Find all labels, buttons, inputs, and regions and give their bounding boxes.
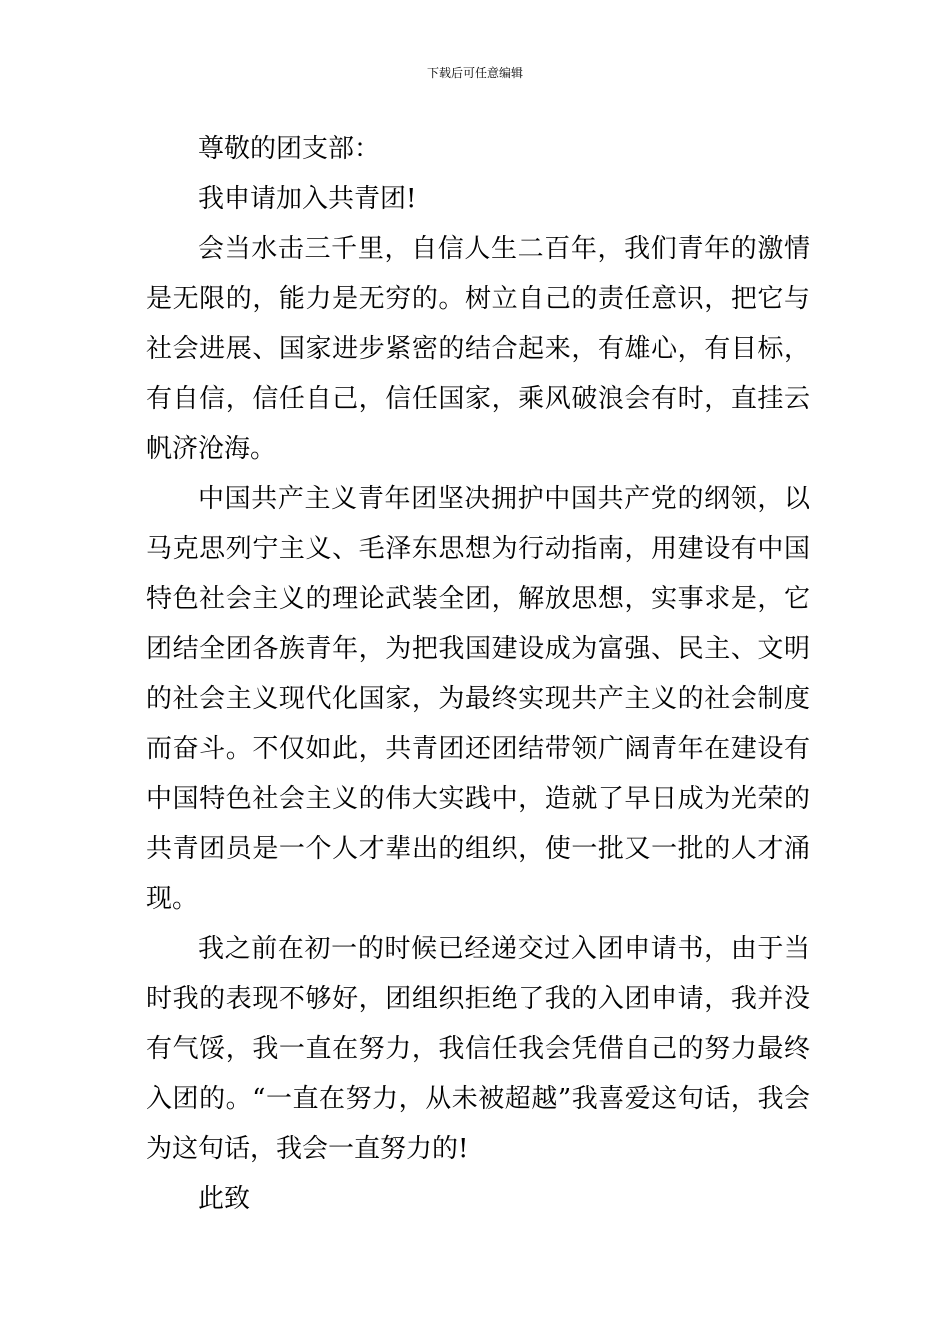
page-header-note: 下载后可任意编辑 xyxy=(426,66,523,80)
closing: 此致 xyxy=(198,1184,251,1214)
paragraph-3: 我之前在初一的时候已经递交过入团申请书，由于当时我的表现不够好，团组织拒绝了我的入团申请，我并没有气馁，我一直在努力，我信任我会凭借自己的努力最终入团的。“一直在努力，从未被超越”我喜爱这句话，我会为这句话，我会一直努力的! xyxy=(146,934,810,1164)
letter-body xyxy=(146,124,810,1224)
salutation: 尊敬的团支部： xyxy=(198,134,381,164)
paragraph-1: 会当水击三千里，自信人生二百年，我们青年的激情是无限的，能力是无穷的。树立自己的责任意识，把它与社会进展、国家进步紧密的结合起来，有雄心，有目标，有自信，信任自己，信任国家，乘风破浪会有时，直挂云帆济沧海。 xyxy=(146,234,810,464)
paragraph-2: 中国共产主义青年团坚决拥护中国共产党的纲领，以马克思列宁主义、毛泽东思想为行动指南，用建设有中国特色社会主义的理论武装全团，解放思想，实事求是，它团结全团各族青年，为把我国建设成为富强、民主、文明的社会主义现代化国家，为最终实现共产主义的社会制度而奋斗。不仅如此，共青团还团结带领广阔青年在建设有中国特色社会主义的伟大实践中，造就了早日成为光荣的共青团员是一个人才辈出的组织，使一批又一批的人才涌现。 xyxy=(146,484,810,914)
opening-line: 我申请加入共青团! xyxy=(198,184,417,214)
